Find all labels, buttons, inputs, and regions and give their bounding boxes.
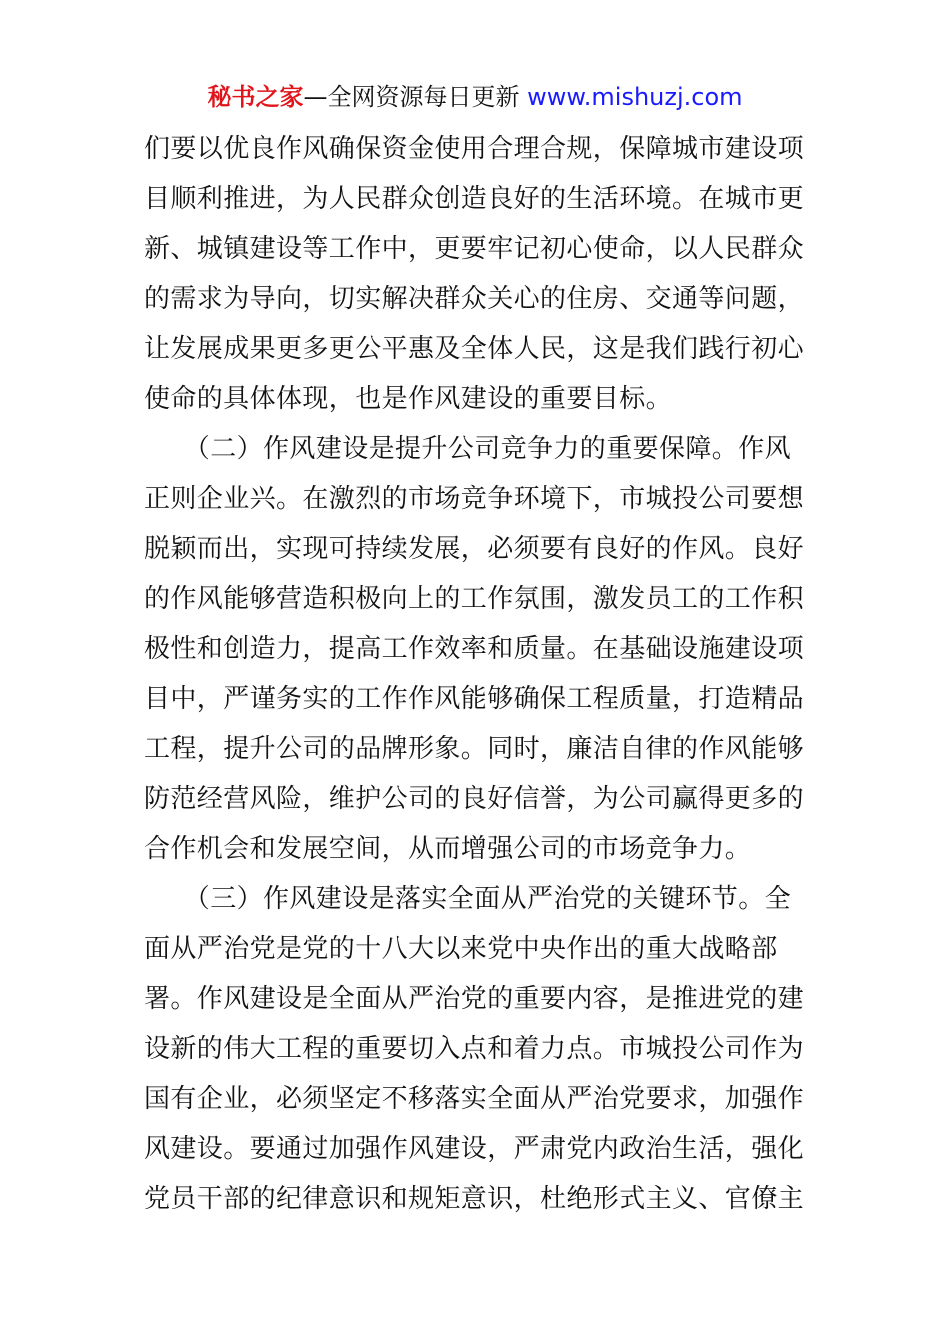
section-heading-line: （二）作风建设是提升公司竞争力的重要保障。作风 <box>144 434 792 464</box>
text-line: 工程，提升公司的品牌形象。同时，廉洁自律的作风能够 <box>144 734 805 764</box>
text-line: 面从严治党是党的十八大以来党中央作出的重大战略部 <box>144 934 778 964</box>
text-line: 正则企业兴。在激烈的市场竞争环境下，市城投公司要想 <box>144 484 805 514</box>
text-line: 的作风能够营造积极向上的工作氛围，激发员工的工作积 <box>144 584 805 614</box>
text-line: 党员干部的纪律意识和规矩意识，杜绝形式主义、官僚主 <box>144 1184 805 1214</box>
section-heading-line: （三）作风建设是落实全面从严治党的关键环节。全 <box>144 884 792 914</box>
text-line: 设新的伟大工程的重要切入点和着力点。市城投公司作为 <box>144 1034 805 1064</box>
text-line: 风建设。要通过加强作风建设，严肃党内政治生活，强化 <box>144 1134 805 1164</box>
text-line: 目中，严谨务实的工作作风能够确保工程质量，打造精品 <box>144 684 805 714</box>
text-line: 防范经营风险，维护公司的良好信誉，为公司赢得更多的 <box>144 784 805 814</box>
text-line: 国有企业，必须坚定不移落实全面从严治党要求，加强作 <box>144 1084 805 1114</box>
site-brand: 秘书之家 <box>207 83 304 111</box>
text-line: 目顺利推进，为人民群众创造良好的生活环境。在城市更 <box>144 184 805 214</box>
text-line: 极性和创造力，提高工作效率和质量。在基础设施建设项 <box>144 634 805 664</box>
text-line: 使命的具体体现，也是作风建设的重要目标。 <box>144 384 673 414</box>
text-line: 让发展成果更多更公平惠及全体人民，这是我们践行初心 <box>144 334 805 364</box>
site-tagline: —全网资源每日更新 <box>303 83 528 111</box>
document-body <box>144 124 814 1224</box>
text-line: 新、城镇建设等工作中，更要牢记初心使命，以人民群众 <box>144 234 805 264</box>
site-header <box>0 80 950 114</box>
text-line: 的需求为导向，切实解决群众关心的住房、交通等问题， <box>144 284 805 314</box>
text-line: 署。作风建设是全面从严治党的重要内容，是推进党的建 <box>144 984 805 1014</box>
text-line: 合作机会和发展空间，从而增强公司的市场竞争力。 <box>144 834 752 864</box>
text-line: 们要以优良作风确保资金使用合理合规，保障城市建设项 <box>144 134 805 164</box>
text-line: 脱颖而出，实现可持续发展，必须要有良好的作风。良好 <box>144 534 805 564</box>
site-url-link[interactable]: www.mishuzj.com <box>527 83 743 111</box>
